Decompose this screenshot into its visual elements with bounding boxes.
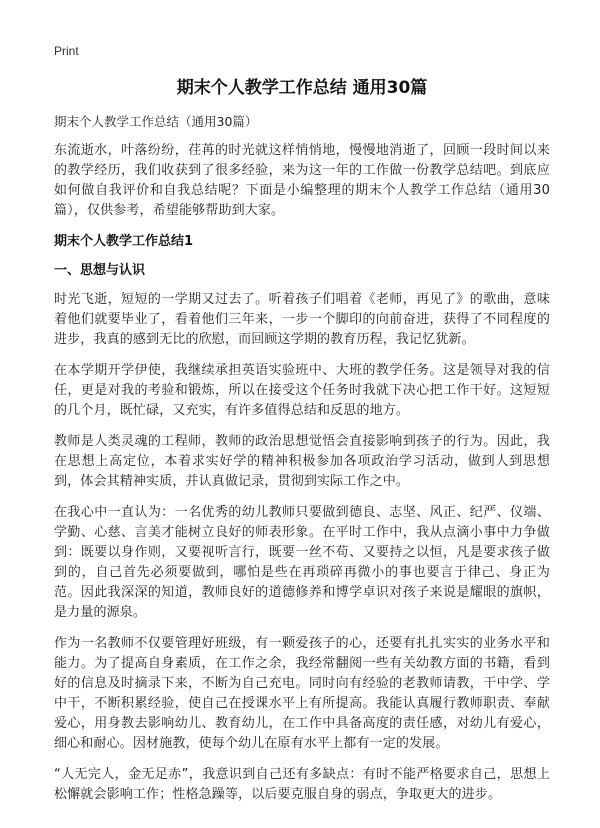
- body-paragraph-5: 作为一名教师不仅要管理好班级，有一颗爱孩子的心，还要有扎扎实实的业务水平和能力。为了提高自身素质，在工作之余，我经常翻阅一些有关幼教方面的书籍，看到好的信息及时摘录下来，不断为自己充电。同时向有经验的老教师请教，干中学、学中干，不断积累经验，使自己在授课水平上有所提高。我能认真履行教师职责、奉献爱心，用身教去影响幼儿、教育幼儿，在工作中具备高度的责任感，对幼儿有爱心，细心和耐心。因材施教，使每个幼儿在原有水平上都有一定的发展。: [54, 636, 550, 751]
- body-paragraph-3: 教师是人类灵魂的工程师，教师的政治思想觉悟会直接影响到孩子的行为。因此，我在思想上高定位，本着求实好学的精神积极参加各项政治学习活动，做到人到思想到，体会其精神实质，并认真做记录，贯彻到实际工作之中。: [54, 434, 550, 489]
- body-paragraph-6: “人无完人，金无足赤”，我意识到自己还有多缺点：有时不能严格要求自己，思想上松懈就会影响工作；性格急躁等，以后要克服自身的弱点，争取更大的进步。: [54, 767, 550, 802]
- body-paragraph-1: 时光飞逝，短短的一学期又过去了。听着孩子们唱着《老师，再见了》的歌曲，意味着他们就要毕业了，看着他们三年来，一步一个脚印的向前奋进，获得了不同程度的进步，我真的感到无比的欣慰，而回顾这学期的教育历程，我记忆犹新。: [54, 292, 550, 347]
- page-title: 期末个人教学工作总结 通用30篇: [176, 78, 428, 98]
- body-paragraph-4: 在我心中一直认为：一名优秀的幼儿教师只要做到德良、志坚、风正、纪严、仪端、学勤、心慈、言美才能树立良好的师表形象。在平时工作中，我从点滴小事中力争做到：既要以身作则，又要视听言行，既要一丝不苟、又要持之以恒，凡是要求孩子做到的，自己首先必须要做到，哪怕是些在再琐碎再微小的事也要言于律己、身正为范。因此我深深的知道，教师良好的道德修养和博学卓识对孩子来说是耀眼的旗帜，是力量的源泉。: [54, 505, 550, 620]
- intro-paragraph: 东流逝水，叶落纷纷，荏苒的时光就这样悄悄地，慢慢地消逝了，回顾一段时间以来的教学经历，我们收获到了很多经验，来为这一年的工作做一份教学总结吧。到底应如何做自我评价和自我总结呢？下面是小编整理的期末个人教学工作总结（通用30篇），仅供参考，希望能够帮助到大家。: [54, 143, 550, 218]
- section-heading: 期末个人教学工作总结1: [54, 234, 194, 249]
- document-subtitle: 期末个人教学工作总结（通用30篇）: [54, 114, 258, 129]
- subsection-heading: 一、思想与认识: [54, 263, 146, 278]
- body-paragraph-2: 在本学期开学伊使，我继续承担英语实验班中、大班的教学任务。这是领导对我的信任，更是对我的考验和锻炼，所以在接受这个任务时我就下决心把工作干好。这短短的几个月，既忙碌，又充实，有许多值得总结和反思的地方。: [54, 363, 550, 418]
- print-link[interactable]: Print: [54, 44, 79, 58]
